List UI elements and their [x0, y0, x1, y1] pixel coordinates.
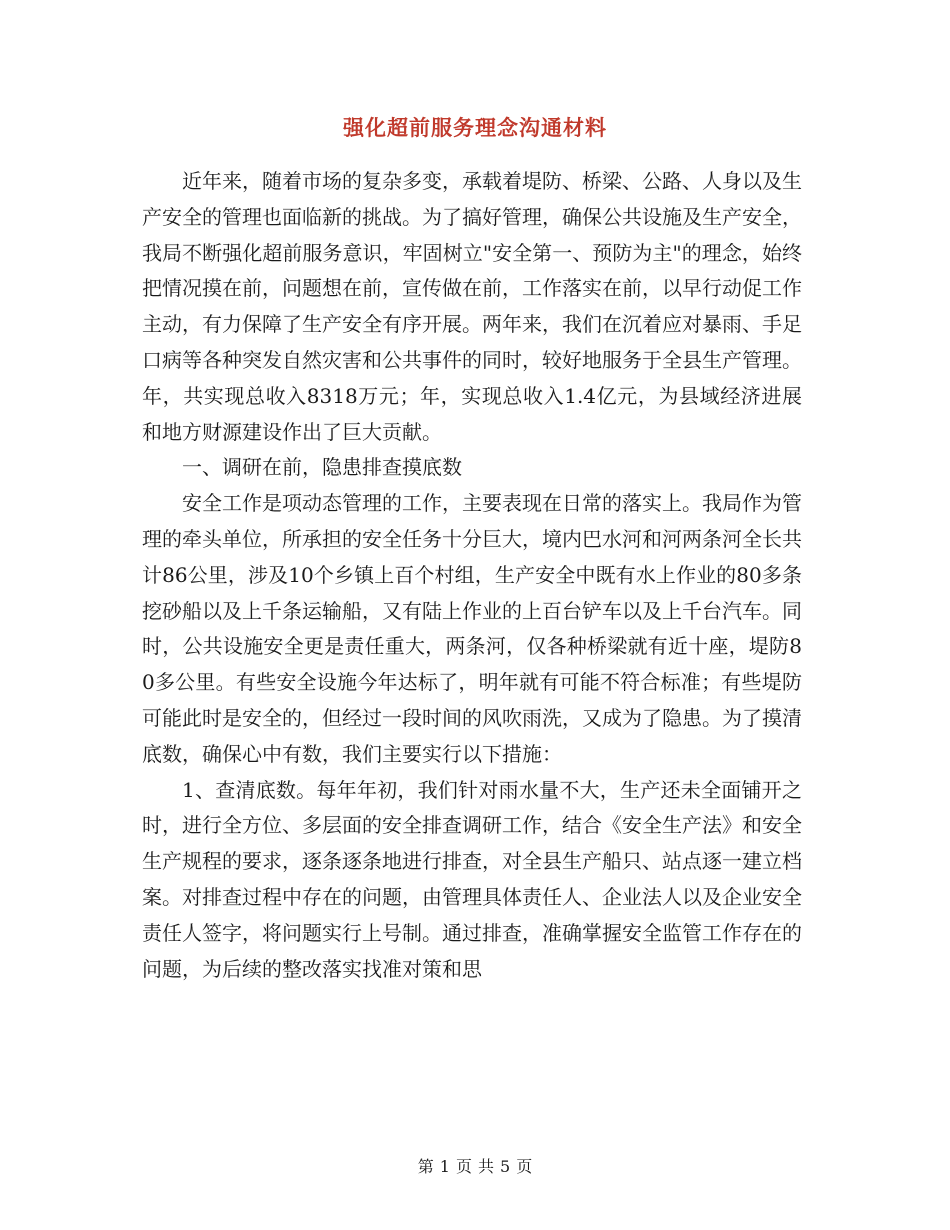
- paragraph-intro: 近年来，随着市场的复杂多变，承载着堤防、桥梁、公路、人身以及生产安全的管理也面临新的挑战。为了搞好管理，确保公共设施及生产安全，我局不断强化超前服务意识，牢固树立"安全第一、预防为主"的理念，始终把情况摸在前，问题想在前，宣传做在前，工作落实在前，以早行动促工作主动，有力保障了生产安全有序开展。两年来，我们在沉着应对暴雨、手足口病等各种突发自然灾害和公共事件的同时，较好地服务于全县生产管理。年，共实现总收入8318万元；年，实现总收入1.4亿元，为县域经济进展和地方财源建设作出了巨大贡献。: [142, 169, 802, 444]
- paragraph-item-1: 1、查清底数。每年年初，我们针对雨水量不大，生产还未全面铺开之时，进行全方位、多层面的安全排查调研工作，结合《安全生产法》和安全生产规程的要求，逐条逐条地进行排查，对全县生产船只、站点逐一建立档案。对排查过程中存在的问题，由管理具体责任人、企业法人以及企业安全责任人签字，将问题实行上号制。通过排查，准确掌握安全监管工作存在的问题，为后续的整改落实找准对策和思: [142, 777, 802, 981]
- footer-page-unit: 页: [455, 1157, 472, 1176]
- footer-total-label: 共: [478, 1157, 495, 1176]
- footer-page-number: 1: [439, 1157, 450, 1176]
- footer-total-unit: 页: [516, 1157, 533, 1176]
- paragraph-section-1: 安全工作是项动态管理的工作，主要表现在日常的落实上。我局作为管理的牵头单位，所承担的安全任务十分巨大，境内巴水河和河两条河全长共计86公里，涉及10个乡镇上百个村组，生产安全中既有水上作业的80多条挖砂船以及上千条运输船，又有陆上作业的上百台铲车以及上千台汽车。同时，公共设施安全更是责任重大，两条河，仅各种桥梁就有近十座，堤防80多公里。有些安全设施今年达标了，明年就有可能不符合标准；有些堤防可能此时是安全的，但经过一段时间的风吹雨洗，又成为了隐患。为了摸清底数，确保心中有数，我们主要实行以下措施：: [142, 491, 802, 766]
- footer-total-pages: 5: [500, 1157, 511, 1176]
- document-title: 强化超前服务理念沟通材料: [343, 115, 607, 140]
- section-heading-1: 一、调研在前，隐患排查摸底数: [182, 455, 462, 480]
- footer-page-label: 第: [417, 1157, 434, 1176]
- document-body: [142, 164, 802, 987]
- page-footer: [0, 1154, 950, 1177]
